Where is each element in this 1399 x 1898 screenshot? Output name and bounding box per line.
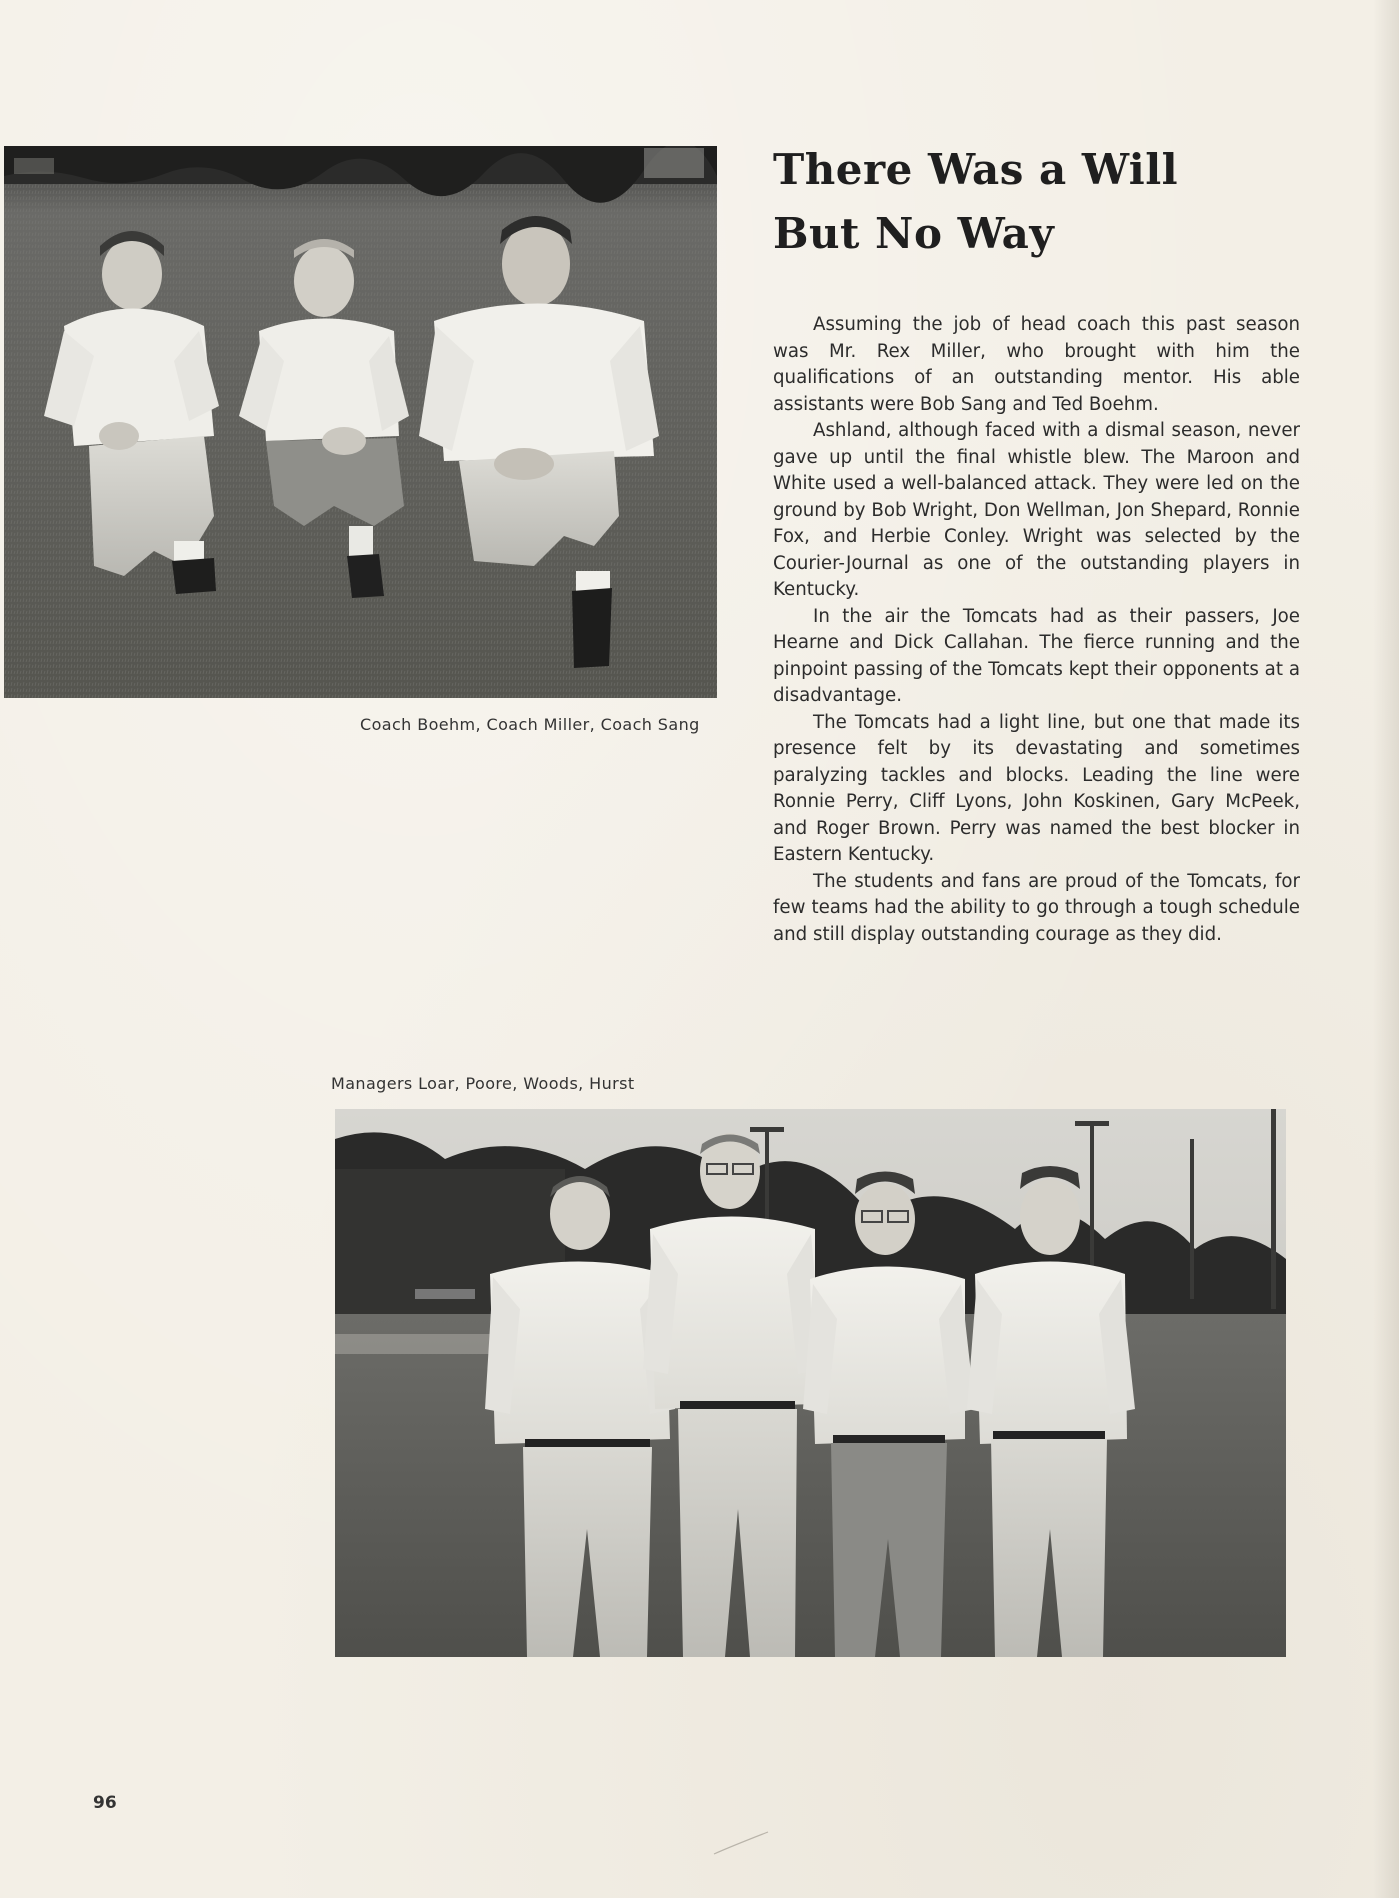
- managers-photo-image: [335, 1109, 1286, 1657]
- coaches-caption: Coach Boehm, Coach Miller, Coach Sang: [360, 715, 700, 734]
- managers-photo: [335, 1109, 1286, 1657]
- pencil-mark-icon: [712, 1828, 772, 1858]
- managers-caption: Managers Loar, Poore, Woods, Hurst: [331, 1074, 635, 1093]
- article-paragraph: The students and fans are proud of the Tomcats, for few teams had the ability to go through a tough schedule and still display outstanding courage as they did.: [773, 870, 1300, 945]
- page-number: 96: [93, 1793, 117, 1813]
- article-title-line-1: There Was a Will: [773, 145, 1179, 194]
- article-paragraph: The Tomcats had a light line, but one that made its presence felt by its devastating and sometimes paralyzing tackles and blocks. Leading the line were Ronnie Perry, Cliff Lyons, John Koskinen, Gary McPeek, and Roger Brown. Perry was named the best blocker in Eastern Kentucky.: [773, 711, 1300, 865]
- article-title-line-2: But No Way: [773, 209, 1055, 258]
- page-edge-shadow: [1373, 0, 1399, 1898]
- article-title: [773, 138, 1373, 266]
- article-body: [773, 312, 1300, 948]
- article-paragraph: Ashland, although faced with a dismal season, never gave up until the final whistle blew. The Maroon and White used a well-balanced attack. They were led on the ground by Bob Wright, Don Wellman, Jon Shepard, Ronnie Fox, and Herbie Conley. Wright was selected by the Courier-Journal as one of the outstanding players in Kentucky.: [773, 420, 1300, 600]
- article-paragraph: Assuming the job of head coach this past season was Mr. Rex Miller, who brought with him the qualifications of an outstanding mentor. His able assistants were Bob Sang and Ted Boehm.: [773, 314, 1300, 415]
- coaches-photo: [4, 146, 717, 698]
- coaches-photo-image: [4, 146, 717, 698]
- article-paragraph: In the air the Tomcats had as their passers, Joe Hearne and Dick Callahan. The fierce running and the pinpoint passing of the Tomcats kept their opponents at a disadvantage.: [773, 605, 1300, 706]
